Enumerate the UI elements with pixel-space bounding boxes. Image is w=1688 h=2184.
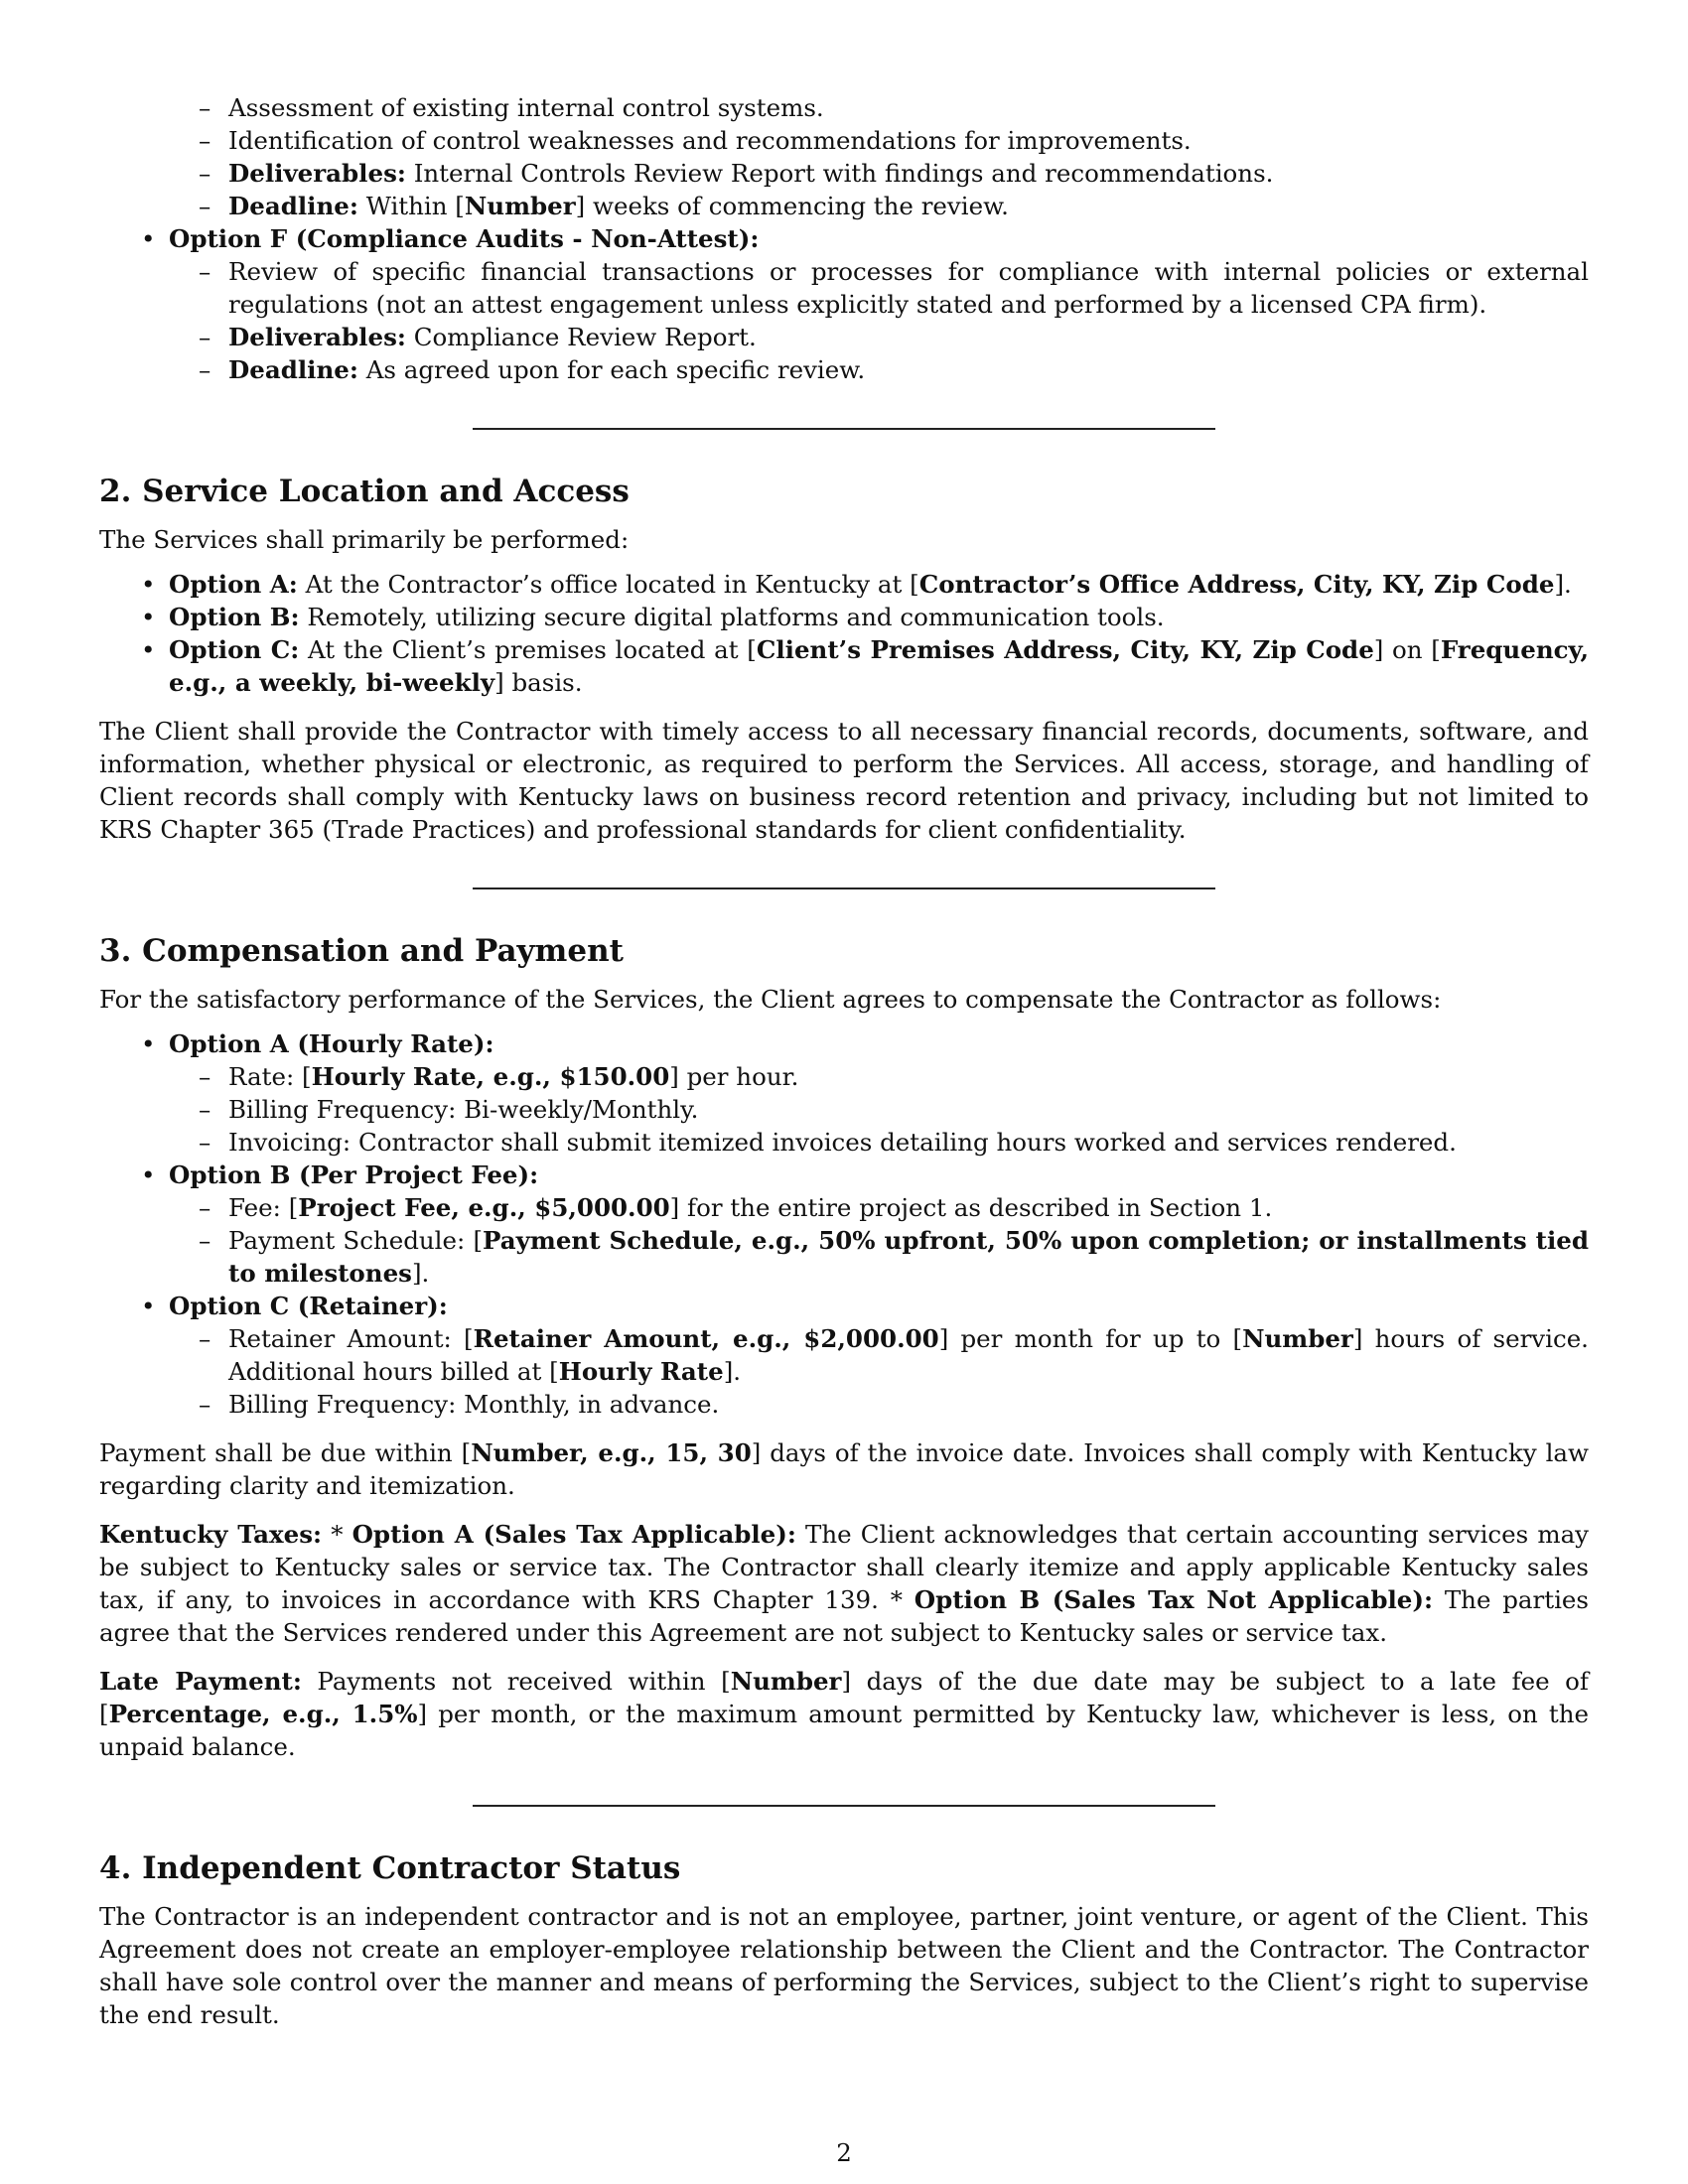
placeholder-field: Frequency, e.g., a weekly, bi-weekly [169,635,1589,697]
option-b-item: • Option B: Remotely, utilizing secure digital platforms and communication tools. [169,601,1589,633]
placeholder-field: Contractor’s Office Address, City, KY, Zip Code [918,570,1555,599]
section-4-heading: 4. Independent Contractor Status [99,1850,681,1886]
option-c-item [169,1290,1589,1421]
option-a-label: Option A: [169,570,298,599]
list-item: – Fee: [Project Fee, e.g., $5,000.00] for the entire project as described in Section 1. [228,1191,1589,1224]
placeholder-field: Number, e.g., 15, 30 [471,1438,752,1467]
compensation-options [99,1027,1589,1421]
placeholder-field: Number [464,192,576,220]
section-divider [473,1805,1215,1807]
access-paragraph: The Client shall provide the Contractor with timely access to all necessary financial records, documents, software, and information, whether physical or electronic, as required to perform the Services. All access, storage, and handling of Client records shall comply with Kentucky laws on business record retention and privacy, including but not limited to KRS Chapter 365 (Trade Practices) and professional standards for client confidentiality. [99,717,1589,844]
section-2-intro: The Services shall primarily be performed: [99,525,630,554]
option-f-label: Option F (Compliance Audits - Non-Attest): [169,224,760,253]
list-item: – Retainer Amount: [Retainer Amount, e.g., $2,000.00] per month for up to [Number] hours of service. Additional hours billed at [Hourly Rate]. [228,1322,1589,1388]
list-item: – Deliverables: Compliance Review Report. [228,321,1589,353]
list-item: – Invoicing: Contractor shall submit itemized invoices detailing hours worked and services rendered. [228,1126,1589,1159]
deadline-label: Deadline: [228,355,358,384]
placeholder-field: Retainer Amount, e.g., $2,000.00 [473,1324,939,1353]
independent-contractor-paragraph: The Contractor is an independent contractor and is not an employee, partner, joint venture, or agent of the Client. This Agreement does not create an employer-employee relationship between the Client and the Contractor. The Contractor shall have sole control over the manner and means of performing the Services, subject to the Client’s right to supervise the end result. [99,1902,1589,2029]
placeholder-field: Hourly Rate, e.g., $150.00 [311,1062,670,1091]
option-a-sublist [169,1060,1589,1159]
option-f-item [169,222,1589,386]
payment-due-paragraph: Payment shall be due within [Number, e.g., 15, 30] days of the invoice date. Invoices shall comply with Kentucky law regarding clarity and itemization. [99,1438,1589,1500]
section-divider [473,428,1215,430]
option-b-label: Option B: [169,603,300,631]
placeholder-field: Client’s Premises Address, City, KY, Zip Code [756,635,1374,664]
kentucky-taxes-label: Kentucky Taxes: [99,1520,323,1549]
option-c-item: • Option C: At the Client’s premises located at [Client’s Premises Address, City, KY, Zip Code] on [Frequency, e.g., a weekly, bi-weekly] basis. [169,633,1589,699]
option-a-item: • Option A: At the Contractor’s office located in Kentucky at [Contractor’s Office Address, City, KY, Zip Code]. [169,568,1589,601]
placeholder-field: Number [1242,1324,1353,1353]
deliverables-label: Deliverables: [228,323,406,351]
list-item: – Assessment of existing internal control systems. [228,91,1589,124]
option-c-label: Option C (Retainer): [169,1292,448,1320]
list-item: – Billing Frequency: Monthly, in advance. [228,1388,1589,1421]
list-item: – Deadline: Within [Number] weeks of commencing the review. [228,190,1589,222]
placeholder-field: Percentage, e.g., 1.5% [108,1700,418,1728]
placeholder-field: Hourly Rate [558,1357,724,1386]
option-b-label: Option B (Per Project Fee): [169,1160,539,1189]
placeholder-field: Payment Schedule, e.g., 50% upfront, 50% upon completion; or installments tied to milestones [228,1226,1589,1288]
section-2-heading: 2. Service Location and Access [99,474,630,509]
list-item: – Identification of control weaknesses and recommendations for improvements. [228,124,1589,157]
section-1-option-list [99,222,1589,386]
option-e-sublist [99,91,1589,222]
tax-option-a-label: Option A (Sales Tax Applicable): [352,1520,796,1549]
option-a-item [169,1027,1589,1159]
kentucky-taxes-paragraph: Kentucky Taxes: * Option A (Sales Tax Applicable): The Client acknowledges that certain accounting services may be subject to Kentucky sales or service tax. The Contractor shall clearly itemize and apply applicable Kentucky sales tax, if any, to invoices in accordance with KRS Chapter 139. * Option B (Sales Tax Not Applicable): The parties agree that the Services rendered under this Agreement are not subject to Kentucky sales or service tax. [99,1520,1590,1647]
option-f-sublist [169,255,1589,386]
section-1-continuation [99,91,1589,386]
section-3-intro: For the satisfactory performance of the Services, the Client agrees to compensate the Contractor as follows: [99,985,1442,1014]
tax-option-b-label: Option B (Sales Tax Not Applicable): [914,1585,1434,1614]
list-item: – Deliverables: Internal Controls Review Report with findings and recommendations. [228,157,1589,190]
list-item: – Review of specific financial transactions or processes for compliance with internal policies or external regulations (not an attest engagement unless explicitly stated and performed by a licensed CPA firm). [228,255,1589,321]
list-item: – Deadline: As agreed upon for each specific review. [228,353,1589,386]
option-b-sublist [169,1191,1589,1290]
service-location-options [99,568,1589,699]
list-item: – Payment Schedule: [Payment Schedule, e.g., 50% upfront, 50% upon completion; or installments tied to milestones]. [228,1224,1589,1290]
placeholder-field: Project Fee, e.g., $5,000.00 [298,1193,670,1222]
section-divider [473,887,1215,889]
page-number: 2 [836,2138,852,2167]
list-item: – Billing Frequency: Bi-weekly/Monthly. [228,1093,1589,1126]
deliverables-label: Deliverables: [228,159,406,188]
placeholder-field: Number [730,1667,842,1696]
option-c-sublist [169,1322,1589,1421]
section-3-heading: 3. Compensation and Payment [99,933,624,969]
late-payment-label: Late Payment: [99,1667,302,1696]
option-b-item [169,1159,1589,1290]
option-a-label: Option A (Hourly Rate): [169,1029,494,1058]
list-item: – Rate: [Hourly Rate, e.g., $150.00] per hour. [228,1060,1589,1093]
option-c-label: Option C: [169,635,300,664]
late-payment-paragraph: Late Payment: Payments not received within [Number] days of the due date may be subject to a late fee of [Percentage, e.g., 1.5%] per month, or the maximum amount permitted by Kentucky law, whichever is less, on the unpaid balance. [99,1667,1589,1761]
deadline-label: Deadline: [228,192,358,220]
